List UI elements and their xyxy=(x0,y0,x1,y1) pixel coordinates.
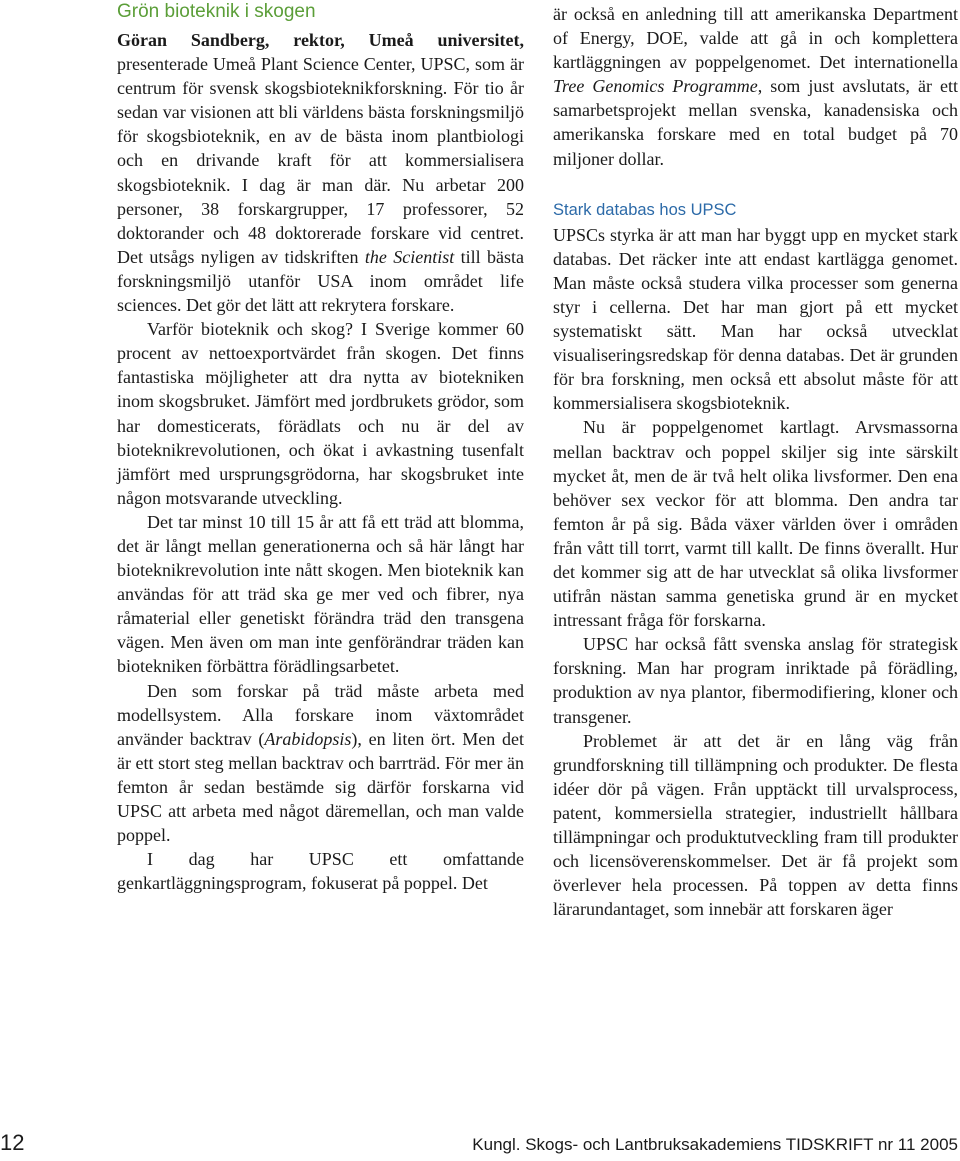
paragraph: UPSC har också fått svenska anslag för strategisk forskning. Man har program inriktade på förädling, produktion av nya plantor, fibermodifiering, kloner och transgener. xyxy=(553,634,958,727)
paragraph-text: är också en anledning till att amerikanska Department of Energy, DOE, valde att gå in och komplettera kartläggningen av poppelgenomet. Det internationella xyxy=(553,4,958,73)
section-title: Grön bioteknik i skogen xyxy=(117,1,316,22)
journal-footer: Kungl. Skogs- och Lantbruksakademiens TIDSKRIFT nr 11 2005 xyxy=(472,1135,958,1154)
paragraph-text: Den som forskar på träd måste arbeta med modellsystem. Alla forskare inom växtområdet använder backtrav ( xyxy=(117,680,524,749)
left-column xyxy=(117,0,524,895)
paragraph: Nu är poppelgenomet kartlagt. Arvsmassorna mellan backtrav och poppel skiljer sig inte särskilt mycket åt, men de är två helt olika livsformer. Den ena behöver sex veckor för att blomma. Den andra tar femton år på sig. Båda växer världen över i områden från vått till torrt, varmt till kallt. De finns överallt. Hur det kommer sig att de har utvecklat så olika livsformer utifrån nästan samma genetiska grund är en mycket intressant fråga för forskarna. xyxy=(553,417,958,631)
paragraph-text: , som just avslutats, är ett samarbetsprojekt mellan svenska, kanadensiska och amerikanska forskare med en total budget på 70 miljoner dollar. xyxy=(553,76,958,169)
page-number: 12 xyxy=(0,1130,25,1155)
paragraph: Problemet är att det är en lång väg från grundforskning till tillämpning och produkter. De flesta idéer dör på vägen. Från upptäckt till urvalsprocess, patent, kommersiella strategier, industriellt hållbara tillämpningar och produktutveckling fram till produkter och licensöverenskommelser. Det är få projekt som överlever hela processen. På toppen av detta finns lärarundantaget, som innebär att forskaren äger xyxy=(553,730,958,920)
author-credit: Göran Sandberg, rektor, Umeå universitet, xyxy=(117,30,524,50)
paragraph xyxy=(553,2,958,171)
intro-paragraph xyxy=(117,28,524,317)
paragraph-text: ), en liten ört. Men det är ett stort steg mellan backtrav och barrträd. För mer än femton år sedan bestämde sig därför forskarna vid UPSC att arbeta med något däremellan, och man valde poppel. xyxy=(117,728,524,846)
paragraph: Varför bioteknik och skog? I Sverige kommer 60 procent av nettoexportvärdet från skogen. Det finns fantastiska möjligheter att dra nytta av biotekniken inom skogsbruket. Jämfört med jordbrukets grödor, som har domesticerats, förädlats och nu är del av bioteknikrevolutionen, och ökat i avkastning tusenfalt jämfört med ursprungsgrödorna, har skogsbruket inte någon motsvarande utveckling. xyxy=(117,319,524,508)
paragraph: I dag har UPSC ett omfattande genkartläggningsprogram, fokuserat på poppel. Det xyxy=(117,849,524,894)
paragraph: UPSCs styrka är att man har byggt upp en mycket stark databas. Det räcker inte att endast kartlägga genomet. Man måste också studera vilka processer som generna styr i cellerna. Det har man gjort på ett mycket systematiskt sätt. Man har också utvecklat visualiseringsredskap för denna databas. Det är grunden för bra forskning, men också ett absolut måste för att kommersialisera skogsbioteknik. xyxy=(553,224,958,414)
latin-name: Arabidopsis xyxy=(264,728,352,749)
subheading: Stark databas hos UPSC xyxy=(553,200,737,219)
right-column xyxy=(553,2,958,921)
intro-text-end: till bästa forskningsmiljö utanför USA inom området life sciences. Det gör det lätt att rekrytera forskare. xyxy=(117,246,524,316)
journal-name: the Scientist xyxy=(364,246,455,267)
paragraph xyxy=(117,679,524,848)
paragraph: Det tar minst 10 till 15 år att få ett träd att blomma, det är långt mellan generationerna och så här långt har bioteknikrevolution inte nått skogen. Men bioteknik kan användas för att träd ska ge mer ved och fibrer, nya råmaterial eller genetiskt förändra träd den transgena vägen. Men även om man inte genförändrar träden kan biotekniken förbättra förädlingsarbetet. xyxy=(117,511,524,677)
program-name: Tree Genomics Programme xyxy=(553,76,758,97)
intro-text: presenterade Umeå Plant Science Center, UPSC, som är centrum för svensk skogsbioteknikforskning. För tio år sedan var visionen att bli världens bästa forskningsmiljö för skogsbioteknik, en av de bästa inom plantbiologi och en drivande kraft för att kommersialisera skogsbioteknik. I dag är man där. Nu arbetar 200 personer, 38 forskargrupper, 17 professorer, 52 doktorander och 48 doktorerade forskare vid centret. Det utsågs nyligen av tidskriften xyxy=(117,54,524,267)
